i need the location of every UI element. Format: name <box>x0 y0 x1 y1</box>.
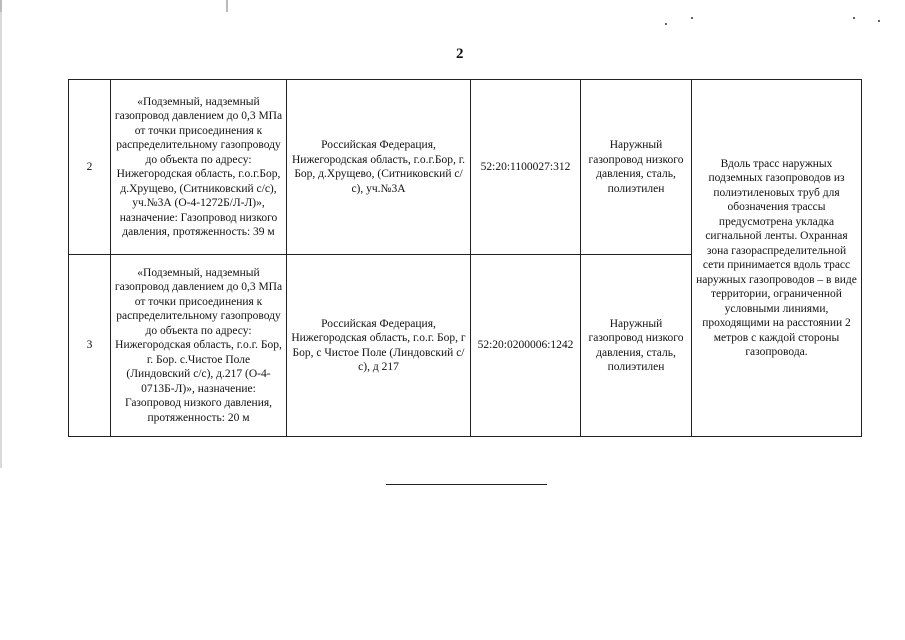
protection-zone-cell: Вдоль трасс наружных подземных газопроводов из полиэтиленовых труб для обозначения трассы предусмотрена укладка сигнальной ленты. Охранная зона газораспределительной сети принимается вдоль трасс наружных газопроводов – в виде территории, ограниченной условными линиями, проходящими на расстоянии 2 метров с каждой стороны газопровода. <box>692 80 862 437</box>
object-description-cell: «Подземный, надземный газопровод давлением до 0,3 МПа от точки присоединения к распределительному газопроводу до объекта по адресу: Нижегородская область, г.о.г.Бор, д.Хрущево, (Ситниковский с/с), уч.№3А (О-4-1272Б/Л-Л)», назначение: Газопровод низкого давления, протяженность: 39 м <box>111 80 287 255</box>
end-of-document-line <box>386 484 547 485</box>
address-cell: Российская Федерация, Нижегородская область, г.о.г.Бор, г. Бор, д.Хрущево, (Ситниковский с/с), уч.№3А <box>287 80 471 255</box>
row-number-cell: 2 <box>69 80 111 255</box>
scan-corner-mark <box>0 0 2 12</box>
cadastral-number-cell: 52:20:1100027:312 <box>471 80 581 255</box>
scan-speck <box>691 17 693 19</box>
scan-speck <box>665 23 667 25</box>
object-description-cell: «Подземный, надземный газопровод давлением до 0,3 МПа от точки присоединения к распределительному газопроводу до объекта по адресу: Нижегородская область, г.о.г. Бор, г. Бор. с.Чистое Поле (Линдовский с/с), д.217 (О-4-0713Б-Л)», назначение: Газопровод низкого давления, протяженность: 20 м <box>111 255 287 437</box>
scan-speck <box>878 20 880 22</box>
page-number: 2 <box>456 46 464 62</box>
scan-speck <box>853 17 855 19</box>
table-row <box>69 80 862 255</box>
scan-left-edge <box>0 0 2 468</box>
address-cell: Российская Федерация, Нижегородская область, г.о.г. Бор, г Бор, с Чистое Поле (Линдовский с/с), д 217 <box>287 255 471 437</box>
pipeline-type-cell: Наружный газопровод низкого давления, сталь, полиэтилен <box>581 80 692 255</box>
row-number-cell: 3 <box>69 255 111 437</box>
gas-pipeline-table <box>68 79 862 437</box>
cadastral-number-cell: 52:20:0200006:1242 <box>471 255 581 437</box>
scan-fold-mark <box>226 0 228 12</box>
pipeline-type-cell: Наружный газопровод низкого давления, сталь, полиэтилен <box>581 255 692 437</box>
